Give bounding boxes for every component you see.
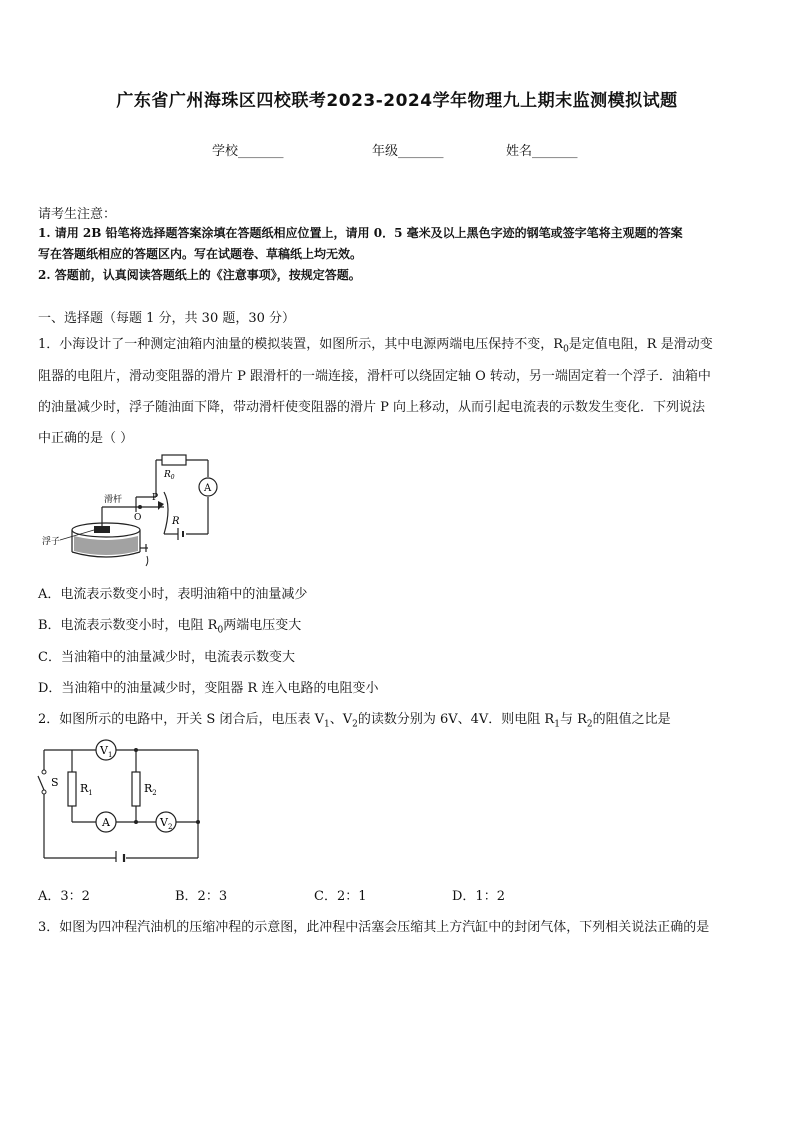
q1-line-3: 的油量减少时，浮子随油面下降，带动滑杆使变阻器的滑片 P 向上移动，从而引起电流表的示数发生变化．下列说法 xyxy=(38,400,706,415)
svg-text:S: S xyxy=(51,776,59,789)
q1-option-d[interactable]: D．当油箱中的油量减少时，变阻器 R 连入电路的电阻变小 xyxy=(38,681,379,696)
svg-text:R1: $R_1$ xyxy=(80,782,93,797)
oil-tank-circuit-figure xyxy=(36,452,226,574)
float-icon xyxy=(94,526,110,533)
section-heading: 一、选择题（每题 1 分，共 30 题，30 分） xyxy=(38,311,296,326)
notice-item-2: 2. 答题前，认真阅读答题纸上的《注意事项》，按规定答题。 xyxy=(38,268,361,282)
r1-resistor xyxy=(68,772,76,806)
resistor-circuit-figure xyxy=(36,736,206,862)
q2-option-d[interactable]: D．1：2 xyxy=(452,889,505,904)
q1-option-c[interactable]: C．当油箱中的油量减少时，电流表示数变大 xyxy=(38,650,295,665)
grade-field: 年级_______ xyxy=(372,144,444,159)
q2-option-c[interactable]: C．2：1 xyxy=(314,889,367,904)
school-field: 学校_______ xyxy=(212,144,284,159)
svg-text:O: O xyxy=(134,513,142,523)
q1-line-2: 阻器的电阻片，滑动变阻器的滑片 P 跟滑杆的一端连接，滑杆可以绕固定轴 O 转动，另一端固定着一个浮子．油箱中 xyxy=(38,369,711,384)
notice-item-1b: 写在答题纸相应的答题区内。写在试题卷、草稿纸上均无效。 xyxy=(38,247,363,261)
svg-text:P: P xyxy=(152,493,159,503)
notice-heading: 请考生注意： xyxy=(38,207,117,222)
svg-text:A: A xyxy=(204,483,212,494)
svg-text:浮子: 浮子 xyxy=(42,537,61,547)
q1-line-1: 1．小海设计了一种测定油箱内油量的模拟装置，如图所示，其中电源两端电压保持不变，$R_0$是定值电阻，R 是滑动变 xyxy=(38,337,713,355)
svg-text:R: R xyxy=(172,516,180,527)
svg-text:A: A xyxy=(102,816,110,829)
svg-text:V1: $V_1$ xyxy=(100,744,113,759)
svg-text:滑杆: 滑杆 xyxy=(104,495,123,505)
svg-text:V2: $V_2$ xyxy=(160,816,173,831)
q2-option-a[interactable]: A．3：2 xyxy=(38,889,90,904)
r2-resistor xyxy=(132,772,140,806)
q1-option-b[interactable]: B．电流表示数变小时，电阻 $R_0$两端电压变大 xyxy=(38,618,302,636)
q2-option-b[interactable]: B．2：3 xyxy=(175,889,228,904)
svg-text:R2: $R_2$ xyxy=(144,782,157,797)
q3-line-1: 3．如图为四冲程汽油机的压缩冲程的示意图，此冲程中活塞会压缩其上方汽缸中的封闭气体，下列相关说法正确的是 xyxy=(38,920,710,935)
q1-line-4: 中正确的是（ ） xyxy=(38,431,134,446)
q1-option-a[interactable]: A．电流表示数变小时，表明油箱中的油量减少 xyxy=(38,587,308,602)
r0-resistor xyxy=(162,455,186,465)
svg-text:R0: $R_0$ xyxy=(164,470,175,481)
notice-item-1a: 1. 请用 2B 铅笔将选择题答案涂填在答题纸相应位置上，请用 0．5 毫米及以上黑色字迹的钢笔或签字笔将主观题的答案 xyxy=(38,226,683,240)
name-field: 姓名_______ xyxy=(506,144,578,159)
q2-line-1: 2．如图所示的电路中，开关 S 闭合后，电压表 $V_1$、$V_2$的读数分别为 6V、4V．则电阻 $R_1$与 $R_2$的阻值之比是 xyxy=(38,712,671,730)
exam-title: 广东省广州海珠区四校联考2023-2024学年物理九上期末监测模拟试题 xyxy=(116,91,678,111)
